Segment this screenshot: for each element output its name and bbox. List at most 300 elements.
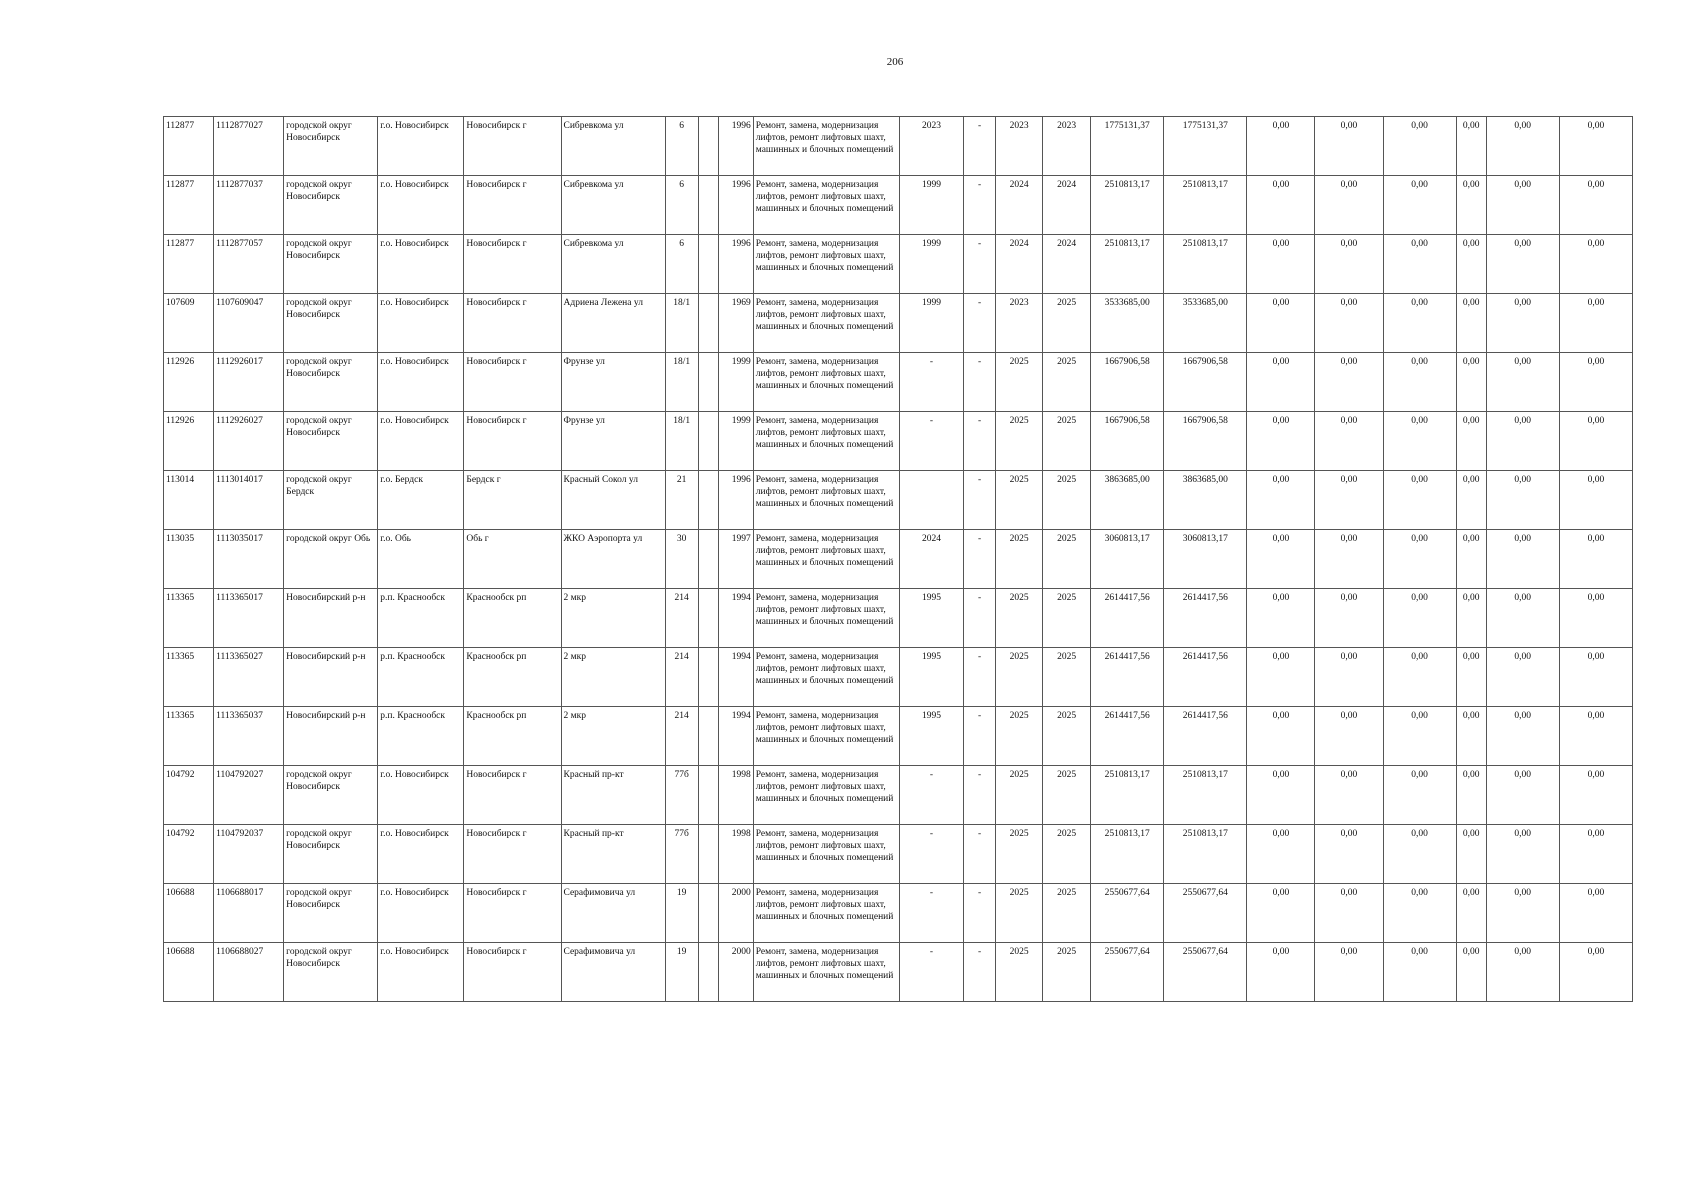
cell-cost-total: 2510813,17 — [1091, 235, 1164, 294]
cell-cost-federal: 0,00 — [1247, 353, 1315, 412]
cell-work-type: Ремонт, замена, модернизация лифтов, ремонт лифтовых шахт, машинных и блочных помещений — [753, 766, 899, 825]
cell-lift-id: 1112926017 — [214, 353, 284, 412]
cell-cost-federal: 0,00 — [1247, 471, 1315, 530]
cell-cost-federal: 0,00 — [1247, 766, 1315, 825]
cell-cost-regional: 0,00 — [1315, 943, 1383, 1002]
cell-cost-owners: 0,00 — [1456, 412, 1486, 471]
cell-lift-id: 1112877037 — [214, 176, 284, 235]
cell-work-type: Ремонт, замена, модернизация лифтов, ремонт лифтовых шахт, машинных и блочных помещений — [753, 825, 899, 884]
cell-cost-other: 0,00 — [1486, 707, 1559, 766]
cell-cost-federal: 0,00 — [1247, 117, 1315, 176]
cell-cost-other: 0,00 — [1486, 648, 1559, 707]
cell-cost-total: 2550677,64 — [1091, 884, 1164, 943]
cell-cost-fund: 3863685,00 — [1164, 471, 1247, 530]
cell-commissioning-year: - — [899, 766, 963, 825]
cell-settlement-short: г.о. Новосибирск — [378, 353, 464, 412]
cell-plan-year-end: 2025 — [1043, 412, 1091, 471]
cell-build-year: 1997 — [718, 530, 753, 589]
cell-lift-id: 1113035017 — [214, 530, 284, 589]
cell-cost-other: 0,00 — [1486, 943, 1559, 1002]
cell-object-id: 113035 — [164, 530, 214, 589]
cell-cost-federal: 0,00 — [1247, 235, 1315, 294]
cell-build-year: 1969 — [718, 294, 753, 353]
cell-cost-total: 2550677,64 — [1091, 943, 1164, 1002]
cell-cost-owners: 0,00 — [1456, 235, 1486, 294]
cell-object-id: 106688 — [164, 943, 214, 1002]
cell-house-number: 18/1 — [665, 294, 698, 353]
cell-street: Красный пр-кт — [561, 825, 665, 884]
cell-commissioning-year — [899, 471, 963, 530]
cell-settlement-short: г.о. Новосибирск — [378, 176, 464, 235]
cell-house-number: 214 — [665, 707, 698, 766]
cell-cost-local: 0,00 — [1383, 648, 1456, 707]
cell-plan-year-start: 2025 — [996, 825, 1043, 884]
cell-cost-local: 0,00 — [1383, 825, 1456, 884]
cell-build-year: 1998 — [718, 766, 753, 825]
cell-plan-year-end: 2025 — [1043, 648, 1091, 707]
cell-cost-fund: 2550677,64 — [1164, 884, 1247, 943]
cell-street: 2 мкр — [561, 648, 665, 707]
cell-commissioning-year: 1999 — [899, 235, 963, 294]
cell-last-repair-year: - — [964, 648, 996, 707]
cell-street: Красный Сокол ул — [561, 471, 665, 530]
cell-cost-other: 0,00 — [1486, 176, 1559, 235]
cell-lift-id: 1113365037 — [214, 707, 284, 766]
cell-street: Адриена Лежена ул — [561, 294, 665, 353]
cell-commissioning-year: - — [899, 825, 963, 884]
cell-cost-reserve: 0,00 — [1559, 235, 1632, 294]
cell-last-repair-year: - — [964, 707, 996, 766]
cell-cost-regional: 0,00 — [1315, 589, 1383, 648]
cell-cost-total: 2510813,17 — [1091, 766, 1164, 825]
cell-settlement-short: р.п. Краснообск — [378, 648, 464, 707]
cell-house-number: 77б — [665, 825, 698, 884]
table-row — [164, 353, 1633, 412]
cell-plan-year-start: 2024 — [996, 235, 1043, 294]
table-row — [164, 648, 1633, 707]
cell-cost-total: 1667906,58 — [1091, 412, 1164, 471]
cell-cost-regional: 0,00 — [1315, 766, 1383, 825]
cell-cost-fund: 3533685,00 — [1164, 294, 1247, 353]
cell-municipality: городской округ Новосибирск — [284, 235, 378, 294]
cell-cost-reserve: 0,00 — [1559, 884, 1632, 943]
cell-cost-total: 3533685,00 — [1091, 294, 1164, 353]
cell-building — [698, 176, 718, 235]
table-row — [164, 471, 1633, 530]
cell-cost-federal: 0,00 — [1247, 707, 1315, 766]
cell-cost-local: 0,00 — [1383, 117, 1456, 176]
cell-cost-federal: 0,00 — [1247, 589, 1315, 648]
cell-last-repair-year: - — [964, 943, 996, 1002]
cell-object-id: 113365 — [164, 648, 214, 707]
cell-cost-regional: 0,00 — [1315, 235, 1383, 294]
cell-street: ЖКО Аэропорта ул — [561, 530, 665, 589]
cell-cost-owners: 0,00 — [1456, 353, 1486, 412]
cell-commissioning-year: - — [899, 943, 963, 1002]
cell-settlement-short: г.о. Новосибирск — [378, 825, 464, 884]
cell-cost-regional: 0,00 — [1315, 471, 1383, 530]
cell-work-type: Ремонт, замена, модернизация лифтов, ремонт лифтовых шахт, машинных и блочных помещений — [753, 884, 899, 943]
cell-building — [698, 412, 718, 471]
cell-cost-fund: 3060813,17 — [1164, 530, 1247, 589]
cell-building — [698, 707, 718, 766]
cell-plan-year-end: 2025 — [1043, 884, 1091, 943]
cell-cost-federal: 0,00 — [1247, 530, 1315, 589]
cell-settlement-short: р.п. Краснообск — [378, 707, 464, 766]
table-row — [164, 825, 1633, 884]
cell-plan-year-start: 2024 — [996, 176, 1043, 235]
cell-lift-id: 1106688027 — [214, 943, 284, 1002]
cell-cost-federal: 0,00 — [1247, 648, 1315, 707]
table-row — [164, 235, 1633, 294]
cell-cost-owners: 0,00 — [1456, 648, 1486, 707]
cell-last-repair-year: - — [964, 471, 996, 530]
cell-locality: Новосибирск г — [464, 825, 561, 884]
cell-cost-federal: 0,00 — [1247, 943, 1315, 1002]
cell-municipality: городской округ Новосибирск — [284, 766, 378, 825]
cell-build-year: 1996 — [718, 235, 753, 294]
cell-cost-local: 0,00 — [1383, 294, 1456, 353]
cell-cost-total: 2510813,17 — [1091, 176, 1164, 235]
cell-house-number: 19 — [665, 884, 698, 943]
cell-settlement-short: г.о. Новосибирск — [378, 294, 464, 353]
cell-commissioning-year: 1999 — [899, 176, 963, 235]
cell-street: Фрунзе ул — [561, 353, 665, 412]
cell-plan-year-end: 2025 — [1043, 589, 1091, 648]
table-row — [164, 884, 1633, 943]
cell-municipality: Новосибирский р-н — [284, 707, 378, 766]
cell-municipality: городской округ Новосибирск — [284, 353, 378, 412]
cell-cost-regional: 0,00 — [1315, 530, 1383, 589]
table-row — [164, 117, 1633, 176]
cell-plan-year-end: 2023 — [1043, 117, 1091, 176]
cell-cost-fund: 1667906,58 — [1164, 412, 1247, 471]
cell-last-repair-year: - — [964, 766, 996, 825]
cell-cost-owners: 0,00 — [1456, 943, 1486, 1002]
cell-house-number: 6 — [665, 235, 698, 294]
table-row — [164, 589, 1633, 648]
cell-street: Сибревкома ул — [561, 176, 665, 235]
cell-cost-other: 0,00 — [1486, 294, 1559, 353]
cell-settlement-short: г.о. Новосибирск — [378, 117, 464, 176]
cell-cost-fund: 2510813,17 — [1164, 235, 1247, 294]
cell-plan-year-start: 2023 — [996, 117, 1043, 176]
cell-plan-year-start: 2025 — [996, 412, 1043, 471]
cell-plan-year-end: 2025 — [1043, 707, 1091, 766]
cell-settlement-short: г.о. Бердск — [378, 471, 464, 530]
cell-cost-owners: 0,00 — [1456, 589, 1486, 648]
cell-lift-id: 1106688017 — [214, 884, 284, 943]
cell-settlement-short: г.о. Обь — [378, 530, 464, 589]
cell-last-repair-year: - — [964, 884, 996, 943]
cell-cost-reserve: 0,00 — [1559, 707, 1632, 766]
cell-object-id: 112926 — [164, 412, 214, 471]
cell-cost-local: 0,00 — [1383, 353, 1456, 412]
cell-plan-year-start: 2025 — [996, 707, 1043, 766]
cell-cost-regional: 0,00 — [1315, 648, 1383, 707]
cell-plan-year-start: 2025 — [996, 530, 1043, 589]
page-number: 206 — [886, 56, 904, 68]
cell-plan-year-start: 2025 — [996, 884, 1043, 943]
cell-cost-fund: 1775131,37 — [1164, 117, 1247, 176]
cell-cost-local: 0,00 — [1383, 176, 1456, 235]
cell-building — [698, 766, 718, 825]
cell-cost-total: 2510813,17 — [1091, 825, 1164, 884]
cell-commissioning-year: - — [899, 412, 963, 471]
cell-cost-regional: 0,00 — [1315, 707, 1383, 766]
cell-last-repair-year: - — [964, 176, 996, 235]
table-row — [164, 943, 1633, 1002]
cell-cost-reserve: 0,00 — [1559, 294, 1632, 353]
cell-house-number: 214 — [665, 589, 698, 648]
cell-cost-other: 0,00 — [1486, 884, 1559, 943]
cell-municipality: городской округ Бердск — [284, 471, 378, 530]
cell-work-type: Ремонт, замена, модернизация лифтов, ремонт лифтовых шахт, машинных и блочных помещений — [753, 176, 899, 235]
table-row — [164, 176, 1633, 235]
cell-plan-year-start: 2025 — [996, 353, 1043, 412]
cell-object-id: 104792 — [164, 766, 214, 825]
cell-municipality: Новосибирский р-н — [284, 589, 378, 648]
cell-cost-regional: 0,00 — [1315, 884, 1383, 943]
cell-building — [698, 530, 718, 589]
cell-cost-total: 3863685,00 — [1091, 471, 1164, 530]
cell-settlement-short: г.о. Новосибирск — [378, 235, 464, 294]
cell-commissioning-year: 2023 — [899, 117, 963, 176]
cell-building — [698, 884, 718, 943]
cell-settlement-short: г.о. Новосибирск — [378, 766, 464, 825]
table-row — [164, 707, 1633, 766]
cell-lift-id: 1104792037 — [214, 825, 284, 884]
cell-lift-id: 1104792027 — [214, 766, 284, 825]
cell-object-id: 112877 — [164, 117, 214, 176]
cell-locality: Новосибирск г — [464, 235, 561, 294]
cell-cost-federal: 0,00 — [1247, 825, 1315, 884]
cell-cost-fund: 2510813,17 — [1164, 825, 1247, 884]
cell-locality: Новосибирск г — [464, 884, 561, 943]
cell-plan-year-end: 2024 — [1043, 235, 1091, 294]
cell-build-year: 1996 — [718, 471, 753, 530]
cell-work-type: Ремонт, замена, модернизация лифтов, ремонт лифтовых шахт, машинных и блочных помещений — [753, 353, 899, 412]
cell-cost-regional: 0,00 — [1315, 825, 1383, 884]
cell-building — [698, 235, 718, 294]
cell-object-id: 113014 — [164, 471, 214, 530]
cell-cost-owners: 0,00 — [1456, 530, 1486, 589]
cell-lift-id: 1113014017 — [214, 471, 284, 530]
registry-table — [163, 116, 1633, 1002]
cell-street: 2 мкр — [561, 589, 665, 648]
cell-lift-id: 1112877027 — [214, 117, 284, 176]
cell-locality: Обь г — [464, 530, 561, 589]
cell-cost-total: 1667906,58 — [1091, 353, 1164, 412]
cell-plan-year-end: 2025 — [1043, 353, 1091, 412]
cell-work-type: Ремонт, замена, модернизация лифтов, ремонт лифтовых шахт, машинных и блочных помещений — [753, 412, 899, 471]
cell-work-type: Ремонт, замена, модернизация лифтов, ремонт лифтовых шахт, машинных и блочных помещений — [753, 943, 899, 1002]
cell-cost-reserve: 0,00 — [1559, 648, 1632, 707]
cell-build-year: 1994 — [718, 589, 753, 648]
cell-lift-id: 1113365017 — [214, 589, 284, 648]
cell-building — [698, 648, 718, 707]
cell-cost-regional: 0,00 — [1315, 117, 1383, 176]
cell-cost-total: 3060813,17 — [1091, 530, 1164, 589]
cell-commissioning-year: 1995 — [899, 648, 963, 707]
cell-work-type: Ремонт, замена, модернизация лифтов, ремонт лифтовых шахт, машинных и блочных помещений — [753, 117, 899, 176]
registry-body — [164, 117, 1633, 1002]
cell-municipality: городской округ Новосибирск — [284, 825, 378, 884]
cell-build-year: 2000 — [718, 943, 753, 1002]
cell-cost-local: 0,00 — [1383, 943, 1456, 1002]
cell-object-id: 112926 — [164, 353, 214, 412]
cell-plan-year-start: 2025 — [996, 766, 1043, 825]
cell-plan-year-end: 2025 — [1043, 825, 1091, 884]
cell-plan-year-start: 2025 — [996, 943, 1043, 1002]
cell-cost-owners: 0,00 — [1456, 176, 1486, 235]
cell-last-repair-year: - — [964, 589, 996, 648]
cell-cost-local: 0,00 — [1383, 589, 1456, 648]
cell-house-number: 77б — [665, 766, 698, 825]
cell-plan-year-start: 2025 — [996, 589, 1043, 648]
cell-object-id: 104792 — [164, 825, 214, 884]
cell-plan-year-end: 2025 — [1043, 943, 1091, 1002]
cell-street: Сибревкома ул — [561, 117, 665, 176]
cell-last-repair-year: - — [964, 530, 996, 589]
cell-cost-reserve: 0,00 — [1559, 589, 1632, 648]
cell-cost-other: 0,00 — [1486, 412, 1559, 471]
cell-cost-owners: 0,00 — [1456, 825, 1486, 884]
cell-build-year: 1996 — [718, 176, 753, 235]
cell-cost-reserve: 0,00 — [1559, 117, 1632, 176]
cell-cost-other: 0,00 — [1486, 117, 1559, 176]
cell-street: Фрунзе ул — [561, 412, 665, 471]
cell-cost-other: 0,00 — [1486, 235, 1559, 294]
cell-cost-regional: 0,00 — [1315, 294, 1383, 353]
cell-house-number: 6 — [665, 176, 698, 235]
cell-cost-owners: 0,00 — [1456, 707, 1486, 766]
cell-build-year: 1999 — [718, 412, 753, 471]
cell-cost-reserve: 0,00 — [1559, 825, 1632, 884]
cell-lift-id: 1112877057 — [214, 235, 284, 294]
cell-build-year: 1994 — [718, 648, 753, 707]
cell-municipality: городской округ Новосибирск — [284, 117, 378, 176]
cell-house-number: 6 — [665, 117, 698, 176]
cell-cost-local: 0,00 — [1383, 707, 1456, 766]
cell-cost-federal: 0,00 — [1247, 884, 1315, 943]
cell-street: 2 мкр — [561, 707, 665, 766]
cell-cost-total: 2614417,56 — [1091, 589, 1164, 648]
cell-plan-year-start: 2025 — [996, 648, 1043, 707]
cell-cost-regional: 0,00 — [1315, 353, 1383, 412]
cell-house-number: 18/1 — [665, 412, 698, 471]
cell-build-year: 1996 — [718, 117, 753, 176]
cell-house-number: 19 — [665, 943, 698, 1002]
cell-commissioning-year: - — [899, 353, 963, 412]
cell-lift-id: 1113365027 — [214, 648, 284, 707]
cell-commissioning-year: 1995 — [899, 589, 963, 648]
cell-object-id: 107609 — [164, 294, 214, 353]
cell-building — [698, 589, 718, 648]
cell-building — [698, 294, 718, 353]
cell-cost-reserve: 0,00 — [1559, 530, 1632, 589]
cell-street: Серафимовича ул — [561, 943, 665, 1002]
table-row — [164, 412, 1633, 471]
cell-building — [698, 943, 718, 1002]
cell-last-repair-year: - — [964, 235, 996, 294]
cell-locality: Новосибирск г — [464, 412, 561, 471]
cell-commissioning-year: 1999 — [899, 294, 963, 353]
cell-cost-federal: 0,00 — [1247, 412, 1315, 471]
cell-plan-year-end: 2025 — [1043, 530, 1091, 589]
cell-municipality: городской округ Новосибирск — [284, 884, 378, 943]
cell-cost-other: 0,00 — [1486, 471, 1559, 530]
cell-cost-other: 0,00 — [1486, 825, 1559, 884]
cell-work-type: Ремонт, замена, модернизация лифтов, ремонт лифтовых шахт, машинных и блочных помещений — [753, 648, 899, 707]
cell-settlement-short: р.п. Краснообск — [378, 589, 464, 648]
cell-cost-fund: 2614417,56 — [1164, 648, 1247, 707]
cell-locality: Новосибирск г — [464, 943, 561, 1002]
cell-settlement-short: г.о. Новосибирск — [378, 884, 464, 943]
cell-plan-year-start: 2023 — [996, 294, 1043, 353]
cell-work-type: Ремонт, замена, модернизация лифтов, ремонт лифтовых шахт, машинных и блочных помещений — [753, 530, 899, 589]
cell-locality: Новосибирск г — [464, 294, 561, 353]
cell-cost-other: 0,00 — [1486, 766, 1559, 825]
cell-cost-fund: 2550677,64 — [1164, 943, 1247, 1002]
cell-cost-reserve: 0,00 — [1559, 176, 1632, 235]
cell-cost-reserve: 0,00 — [1559, 943, 1632, 1002]
cell-last-repair-year: - — [964, 412, 996, 471]
cell-municipality: городской округ Новосибирск — [284, 176, 378, 235]
cell-house-number: 30 — [665, 530, 698, 589]
cell-municipality: городской округ Новосибирск — [284, 412, 378, 471]
cell-street: Серафимовича ул — [561, 884, 665, 943]
cell-locality: Новосибирск г — [464, 353, 561, 412]
cell-cost-owners: 0,00 — [1456, 117, 1486, 176]
cell-cost-local: 0,00 — [1383, 412, 1456, 471]
cell-house-number: 18/1 — [665, 353, 698, 412]
cell-municipality: городской округ Обь — [284, 530, 378, 589]
cell-last-repair-year: - — [964, 353, 996, 412]
cell-cost-fund: 2510813,17 — [1164, 176, 1247, 235]
cell-cost-local: 0,00 — [1383, 471, 1456, 530]
cell-municipality: городской округ Новосибирск — [284, 294, 378, 353]
cell-cost-federal: 0,00 — [1247, 176, 1315, 235]
cell-house-number: 214 — [665, 648, 698, 707]
cell-cost-fund: 1667906,58 — [1164, 353, 1247, 412]
cell-building — [698, 117, 718, 176]
cell-object-id: 112877 — [164, 235, 214, 294]
cell-object-id: 113365 — [164, 589, 214, 648]
cell-cost-other: 0,00 — [1486, 589, 1559, 648]
cell-plan-year-end: 2025 — [1043, 471, 1091, 530]
cell-locality: Краснообск рп — [464, 648, 561, 707]
cell-work-type: Ремонт, замена, модернизация лифтов, ремонт лифтовых шахт, машинных и блочных помещений — [753, 707, 899, 766]
cell-object-id: 112877 — [164, 176, 214, 235]
cell-locality: Краснообск рп — [464, 707, 561, 766]
cell-work-type: Ремонт, замена, модернизация лифтов, ремонт лифтовых шахт, машинных и блочных помещений — [753, 471, 899, 530]
cell-cost-local: 0,00 — [1383, 766, 1456, 825]
cell-settlement-short: г.о. Новосибирск — [378, 412, 464, 471]
cell-street: Сибревкома ул — [561, 235, 665, 294]
cell-street: Красный пр-кт — [561, 766, 665, 825]
cell-plan-year-end: 2024 — [1043, 176, 1091, 235]
cell-work-type: Ремонт, замена, модернизация лифтов, ремонт лифтовых шахт, машинных и блочных помещений — [753, 235, 899, 294]
cell-build-year: 1998 — [718, 825, 753, 884]
cell-object-id: 113365 — [164, 707, 214, 766]
cell-locality: Краснообск рп — [464, 589, 561, 648]
table-row — [164, 766, 1633, 825]
cell-build-year: 1999 — [718, 353, 753, 412]
cell-house-number: 21 — [665, 471, 698, 530]
cell-cost-federal: 0,00 — [1247, 294, 1315, 353]
cell-cost-reserve: 0,00 — [1559, 353, 1632, 412]
